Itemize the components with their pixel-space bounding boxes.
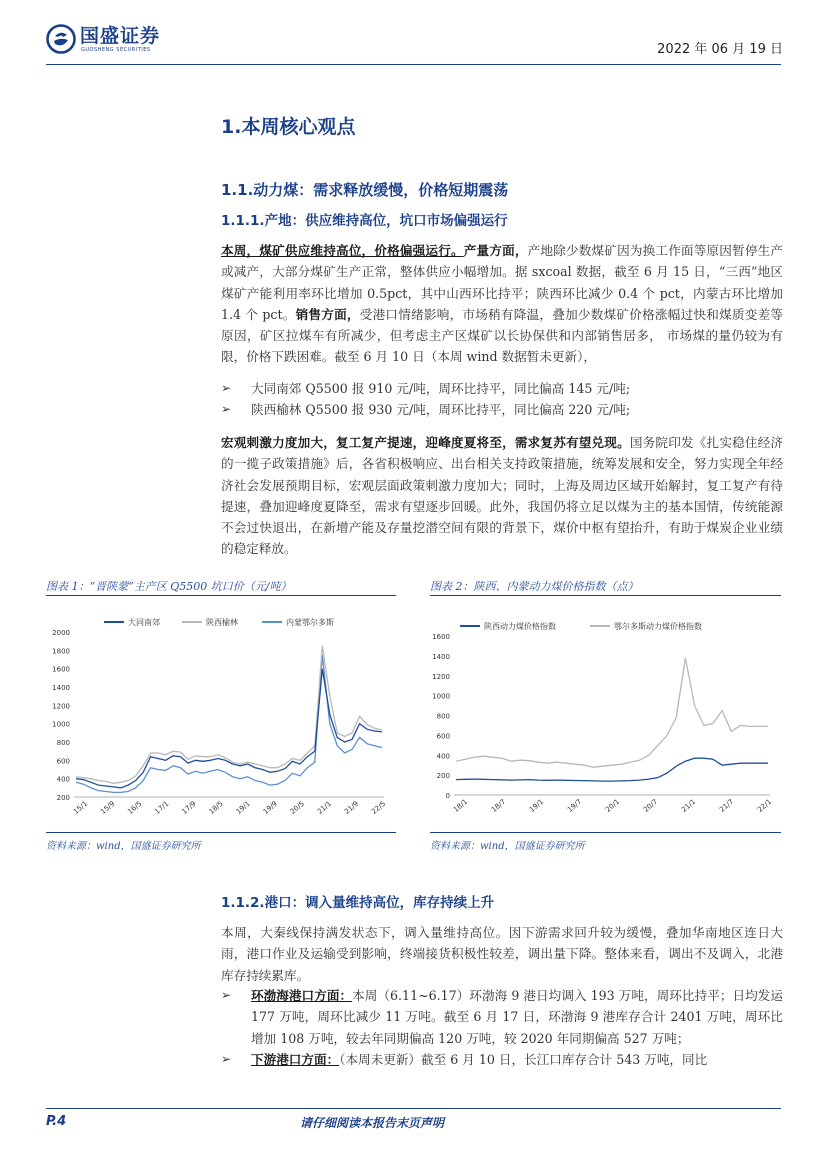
supply-lead-sales: 销售方面， xyxy=(295,306,360,322)
section-heading-1-1-2: 1.1.2.港口：调入量维持高位，库存持续上升 xyxy=(221,895,495,911)
x-tick-label: 16/5 xyxy=(126,799,144,816)
list-item: ➢ 陕西榆林 Q5500 报 930 元/吨，周环比持平，同比偏高 220 元/吨; xyxy=(221,399,783,420)
y-tick-label: 200 xyxy=(56,794,70,802)
chart-2-coal-price-index xyxy=(430,600,781,828)
arrow-bullet-icon: ➢ xyxy=(221,988,232,1002)
x-tick-label: 17/9 xyxy=(180,799,198,816)
y-tick-label: 400 xyxy=(436,752,450,761)
arrow-bullet-icon: ➢ xyxy=(221,402,232,417)
y-tick-label: 800 xyxy=(436,712,450,721)
arrow-bullet-icon: ➢ xyxy=(221,381,232,395)
y-tick-label: 1600 xyxy=(52,665,70,674)
logo-text: 国盛证券 xyxy=(80,25,161,47)
macro-text: 国务院印发《扎实稳住经济的一揽子政策措施》后，各省积极响应、出台相关支持政策措施，统筹发展和安全，努力实现全年经济社会发展预期目标，宏观层面政策刺激力度加大；同时，上海及周边区域开始解封，复工复产有待提速，叠加迎峰度夏降至，需求有望逐步回暖。此外，我国仍将立足以煤为主的基本国情，传统能源不会过快退出，在新增产能及存量挖潜空间有限的背景下，煤价中枢有望抬升，有助于煤炭企业业绩的稳定释放。 xyxy=(221,435,784,557)
brand-logo xyxy=(46,24,160,54)
legend-label: 内蒙鄂尔多斯 xyxy=(286,618,334,627)
section-heading-1: 1.本周核心观点 xyxy=(221,116,356,138)
series-line xyxy=(76,655,382,793)
figure-2-caption: 图表 2：陕西、内蒙动力煤价格指数（点） xyxy=(430,580,639,593)
y-tick-label: 1400 xyxy=(432,652,450,661)
y-tick-label: 400 xyxy=(56,775,70,784)
x-tick-label: 17/1 xyxy=(153,799,171,816)
y-tick-label: 1000 xyxy=(432,692,450,701)
guosheng-logo-icon xyxy=(46,24,76,54)
y-tick-label: 1200 xyxy=(52,702,70,711)
y-tick-label: 1800 xyxy=(52,647,70,656)
y-tick-label: 0 xyxy=(445,792,450,800)
x-tick-label: 19/1 xyxy=(234,799,252,816)
list-item: ➢ 环渤海港口方面：本周（6.11~6.17）环渤海 9 港日均调入 193 万吨，周环比持平；日均发运 177 万吨，周环比减少 11 万吨。截至 6 月 17 日，环渤海 9 港库存合计 2401 万吨，周环比增加 108 万吨，较去年同期偏高 120 万吨，较 2020 年同期偏高 527 万吨； xyxy=(221,985,783,1049)
x-tick-label: 18/1 xyxy=(452,797,470,814)
figure-1-caption-divider xyxy=(46,595,396,596)
list-item: ➢ 下游港口方面：（本周未更新）截至 6 月 10 日，长江口库存合计 543 万吨，同比 xyxy=(221,1049,783,1070)
figure-1-caption: 图表 1：“晋陕蒙”主产区 Q5500 坑口价（元/吨） xyxy=(46,580,292,593)
y-tick-label: 2000 xyxy=(52,629,70,637)
macro-lead: 宏观刺激力度加大，复工复产提速，迎峰度夏将至，需求复苏有望兑现。 xyxy=(221,435,630,450)
legend-label: 陕西榆林 xyxy=(206,618,238,627)
arrow-bullet-icon: ➢ xyxy=(221,1051,232,1066)
macro-paragraph xyxy=(221,432,783,560)
report-date: 2022 年 06 月 19 日 xyxy=(657,42,783,57)
page-number: P.4 xyxy=(46,1114,67,1129)
x-tick-label: 22/5 xyxy=(370,799,388,816)
supply-lead-output: 产量方面， xyxy=(463,243,528,258)
figure-1-source-divider xyxy=(46,832,396,833)
series-line xyxy=(456,758,768,781)
y-tick-label: 600 xyxy=(436,732,450,741)
x-tick-label: 22/1 xyxy=(756,797,774,814)
port-bullets xyxy=(221,985,783,1070)
y-tick-label: 600 xyxy=(56,757,70,766)
x-tick-label: 18/7 xyxy=(490,797,508,814)
chart-1-coal-pit-price xyxy=(46,600,396,828)
legend-label: 陕西动力煤价格指数 xyxy=(484,622,556,631)
legend-label: 鄂尔多斯动力煤价格指数 xyxy=(614,622,702,631)
series-line xyxy=(456,658,768,767)
x-tick-label: 15/9 xyxy=(99,799,117,816)
x-tick-label: 19/9 xyxy=(261,799,279,816)
section-heading-1-1: 1.1.动力煤：需求释放缓慢，价格短期震荡 xyxy=(221,181,509,199)
figure-2-caption-divider xyxy=(430,595,781,596)
x-tick-label: 21/7 xyxy=(718,797,736,814)
figure-1-source: 资料来源：wind，国盛证券研究所 xyxy=(46,841,201,852)
list-item: ➢ 大同南郊 Q5500 报 910 元/吨，周环比持平，同比偏高 145 元/吨; xyxy=(221,378,783,399)
figure-2-source-divider xyxy=(430,832,781,833)
x-tick-label: 21/1 xyxy=(315,799,334,816)
legend-label: 大同南郊 xyxy=(128,618,160,627)
supply-text-1: 产地除少数煤矿因为换工作面等原因暂停生产或减产，大部分煤矿生产正常，整体供应小幅增加。据 sxcoal 数据，截至 6 月 15 日，“三西”地区煤矿产能利用率环比增加 0.5pct，其中山西环比持平；陕西环比减少 0.4 个 pct，内蒙古环比增加 1.4 个 pct。 xyxy=(221,243,784,322)
x-tick-label: 19/1 xyxy=(528,797,546,814)
price-bullets xyxy=(221,378,783,421)
x-tick-label: 18/5 xyxy=(207,799,225,816)
y-tick-label: 800 xyxy=(56,739,70,747)
supply-paragraph xyxy=(221,240,783,368)
x-tick-label: 21/1 xyxy=(680,797,698,814)
x-tick-label: 15/1 xyxy=(72,799,90,816)
header-divider xyxy=(46,64,781,65)
y-tick-label: 1400 xyxy=(52,684,70,692)
footer-disclaimer: 请仔细阅读本报告末页声明 xyxy=(300,1116,445,1130)
x-tick-label: 19/7 xyxy=(566,797,584,814)
x-tick-label: 20/7 xyxy=(642,797,660,814)
port-paragraph: 本周，大秦线保持满发状态下，调入量维持高位。因下游需求回升较为缓慢，叠加华南地区连日大雨，港口作业及运输受到影响，终端接货积极性较差，调出量下降。整体来看，调出不及调入，北港库存持续累库。 xyxy=(221,925,783,983)
supply-text-2: 受港口情绪影响，市场稍有降温，叠加少数煤矿价格涨幅过快和煤质变差等原因，矿区拉煤车有所减少，但考虑主产区煤矿以长协保供和内部销售居多， 市场煤的量仍较为有限，价格下跌困难。截至 6 月 10 日（本周 wind 数据暂未更新）， xyxy=(221,306,784,365)
y-tick-label: 1200 xyxy=(432,672,450,681)
supply-lead: 本周，煤矿供应维持高位，价格偏强运行。 xyxy=(221,243,464,258)
section-heading-1-1-1: 1.1.1.产地：供应维持高位，坑口市场偏强运行 xyxy=(221,213,508,229)
footer-divider xyxy=(46,1108,781,1109)
figure-2-source: 资料来源：wind，国盛证券研究所 xyxy=(430,841,585,852)
x-tick-label: 20/5 xyxy=(288,799,306,816)
x-tick-label: 20/1 xyxy=(604,797,622,814)
y-tick-label: 1000 xyxy=(52,720,70,729)
y-tick-label: 200 xyxy=(436,772,450,781)
logo-subtitle: GUOSHENG SECURITIES xyxy=(81,47,151,53)
y-tick-label: 1600 xyxy=(432,633,450,641)
x-tick-label: 21/9 xyxy=(342,799,361,816)
